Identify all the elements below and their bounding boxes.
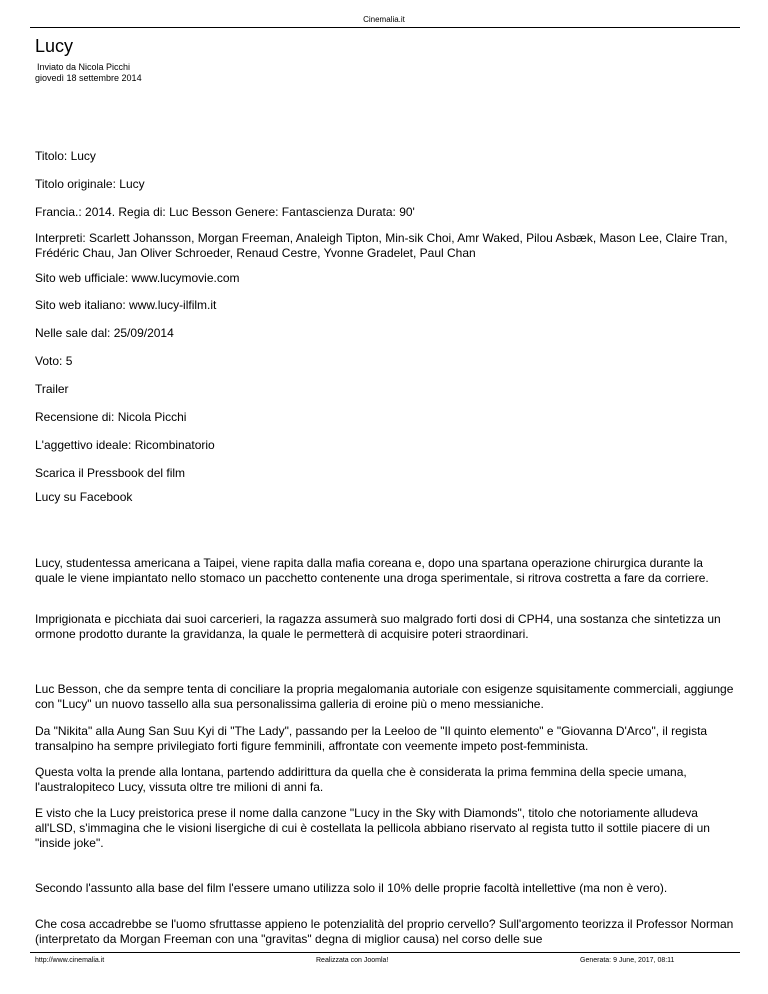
info-cast: Interpreti: Scarlett Johansson, Morgan Freeman, Analeigh Tipton, Min-sik Choi, Amr Waked, Pilou Asbæk, Mason Lee, Claire Tran, Frédéric Chau, Jan Oliver Schroeder, Renaud Cestre, Yvonne Gradelet, Paul Chan: [35, 231, 728, 260]
author-line: Inviato da Nicola Picchi: [37, 62, 131, 72]
footer-divider: [30, 952, 740, 953]
footer-url: http://www.cinemalia.it: [35, 957, 105, 964]
info-pressbook: Scarica il Pressbook del film: [35, 466, 186, 480]
site-header: Cinemalia.it: [363, 15, 405, 24]
info-facebook: Lucy su Facebook: [35, 490, 133, 504]
body-paragraph-6: E visto che la Lucy preistorica prese il nome dalla canzone "Lucy in the Sky with Diamonds", titolo che notoriamente alludeva all'LSD, s'immagina che le visioni lisergiche di cui è costellata la pellicola abbiano riservato al regista tutto il sottile piacere di un "inside joke".: [35, 806, 710, 850]
body-paragraph-3: Luc Besson, che da sempre tenta di conciliare la propria megalomania autoriale con esigenze squisitamente commerciali, aggiunge con "Lucy" un nuovo tassello alla sua personalissima galleria di eroine più o meno messianiche.: [35, 682, 734, 711]
body-paragraph-2: Imprigionata e picchiata dai suoi carcerieri, la ragazza assumerà suo malgrado forti dosi di CPH4, una sostanza che sintetizza un ormone prodotto durante la gravidanza, la quale le permetterà di acquisire poteri straordinari.: [35, 612, 721, 641]
article-meta: [35, 62, 142, 84]
footer-generated: Generata: 9 June, 2017, 08:11: [580, 957, 675, 964]
article-title: Lucy: [35, 36, 74, 56]
info-italian-site: Sito web italiano: www.lucy-ilfilm.it: [35, 298, 217, 312]
info-trailer: Trailer: [35, 382, 69, 396]
info-official-site: Sito web ufficiale: www.lucymovie.com: [35, 271, 240, 285]
header-divider: [30, 27, 740, 28]
info-title: Titolo: Lucy: [35, 149, 96, 163]
body-paragraph-1: Lucy, studentessa americana a Taipei, viene rapita dalla mafia coreana e, dopo una spartana operazione chirurgica durante la quale le viene impiantato nello stomaco un pacchetto contenente una droga sperimentale, si ritrova costretta a fare da corriere.: [35, 556, 709, 585]
info-reviewer: Recensione di: Nicola Picchi: [35, 410, 187, 424]
info-production: Francia.: 2014. Regia di: Luc Besson Genere: Fantascienza Durata: 90': [35, 205, 415, 219]
info-release-date: Nelle sale dal: 25/09/2014: [35, 326, 174, 340]
body-paragraph-5: Questa volta la prende alla lontana, partendo addirittura da quella che è considerata la prima femmina della specie umana, l'australopiteco Lucy, vissuta oltre tre milioni di anni fa.: [35, 765, 687, 794]
body-paragraph-8: Che cosa accadrebbe se l'uomo sfruttasse appieno le potenzialità del proprio cervello? Sull'argomento teorizza il Professor Norman (interpretato da Morgan Freeman con una "gravitas" degna di miglior causa) nel corso delle sue: [35, 917, 734, 946]
info-rating: Voto: 5: [35, 354, 73, 368]
info-adjective: L'aggettivo ideale: Ricombinatorio: [35, 438, 215, 452]
footer-made-with: Realizzata con Joomla!: [316, 957, 389, 964]
publish-date: giovedì 18 settembre 2014: [35, 73, 142, 83]
info-original-title: Titolo originale: Lucy: [35, 177, 145, 191]
body-paragraph-4: Da "Nikita" alla Aung San Suu Kyi di "The Lady", passando per la Leeloo de "Il quinto elemento" e "Giovanna D'Arco", il regista transalpino ha sempre privilegiato forti figure femminili, affrontate con veemente impeto post-femminista.: [35, 724, 708, 753]
body-paragraph-7: Secondo l'assunto alla base del film l'essere umano utilizza solo il 10% delle proprie facoltà intellettive (ma non è vero).: [35, 881, 668, 895]
